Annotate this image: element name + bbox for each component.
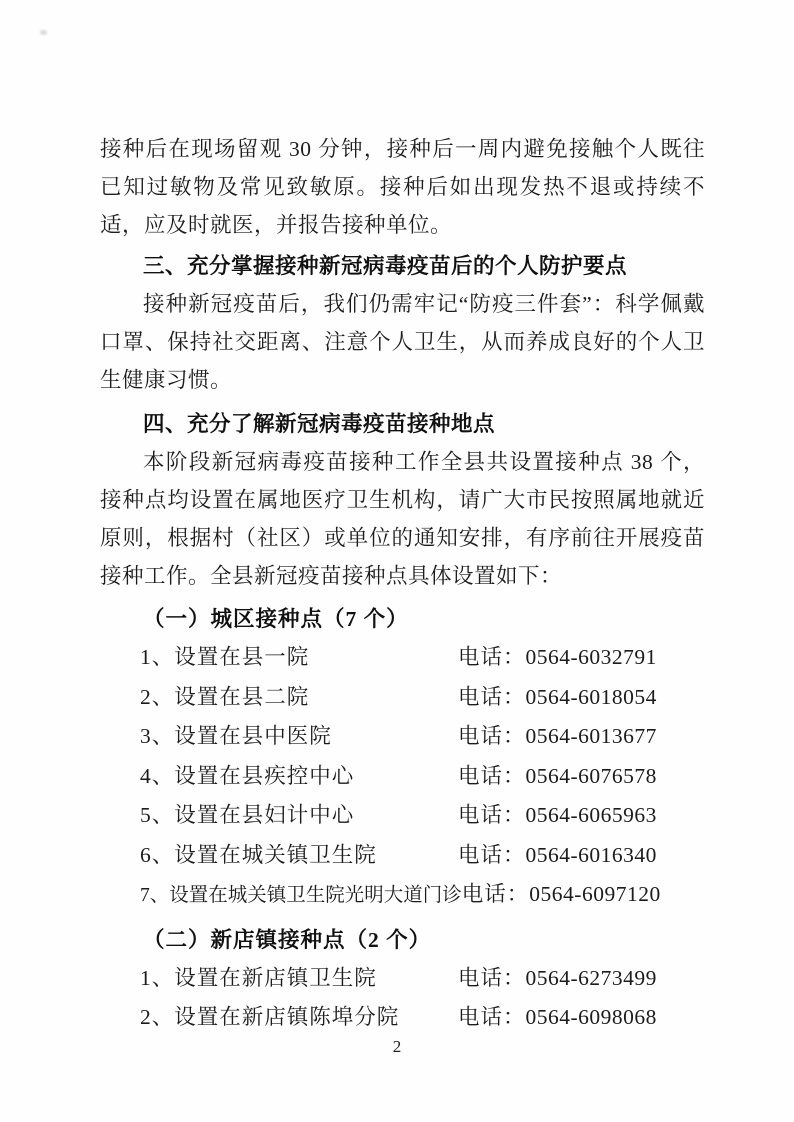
vaccination-point-row bbox=[100, 717, 705, 757]
page-number: 2 bbox=[392, 1037, 402, 1056]
phone-number: 0564-6016340 bbox=[525, 842, 657, 867]
vaccination-point-phone bbox=[462, 875, 661, 915]
subsection-title-xindian: （二）新店镇接种点（2 个） bbox=[143, 927, 432, 952]
vaccination-point-label: 5、设置在县妇计中心 bbox=[140, 803, 355, 827]
vaccination-point-row bbox=[100, 998, 705, 1038]
phone-number: 0564-6076578 bbox=[525, 763, 657, 788]
urban-vaccination-point-list bbox=[100, 638, 705, 916]
phone-number: 0564-6018054 bbox=[525, 684, 657, 709]
vaccination-point-row bbox=[100, 678, 705, 718]
vaccination-point-row bbox=[100, 796, 705, 836]
vaccination-point-label: 4、设置在县疾控中心 bbox=[140, 763, 355, 788]
vaccination-point-label: 1、设置在县一院 bbox=[140, 645, 310, 669]
phone-number: 0564-6013677 bbox=[525, 724, 657, 748]
vaccination-point-row bbox=[100, 836, 705, 876]
phone-label: 电话： bbox=[461, 882, 530, 906]
section-4-paragraph: 本阶段新冠病毒疫苗接种工作全县共设置接种点 38 个，接种点均设置在属地医疗卫生机构，请广大市民按照属地就近原则，根据村（社区）或单位的通知安排，有序前往开展疫苗接种工作。全县新冠疫苗接种点具体设置如下： bbox=[100, 450, 705, 588]
vaccination-point-phone bbox=[458, 836, 657, 876]
phone-label: 电话： bbox=[458, 645, 526, 669]
vaccination-point-row bbox=[100, 875, 705, 916]
document-content bbox=[100, 130, 705, 1038]
vaccination-point-phone bbox=[458, 998, 657, 1038]
phone-number: 0564-6273499 bbox=[525, 965, 657, 990]
phone-label: 电话： bbox=[458, 1005, 526, 1029]
phone-label: 电话： bbox=[458, 842, 526, 867]
vaccination-point-label: 6、设置在城关镇卫生院 bbox=[140, 842, 377, 867]
vaccination-point-label: 2、设置在县二院 bbox=[140, 684, 310, 709]
vaccination-point-row bbox=[100, 638, 705, 678]
vaccination-point-row bbox=[100, 959, 705, 999]
section-4-heading: 四、充分了解新冠病毒疫苗接种地点 bbox=[143, 412, 496, 436]
vaccination-point-label: 7、设置在城关镇卫生院光明大道门诊 bbox=[140, 885, 462, 906]
section-3-heading: 三、充分掌握接种新冠病毒疫苗后的个人防护要点 bbox=[143, 254, 628, 278]
vaccination-point-phone bbox=[458, 757, 657, 797]
continuation-paragraph: 接种后在现场留观 30 分钟，接种后一周内避免接触个人既往已知过敏物及常见致敏原。接种后如出现发热不退或持续不适，应及时就医，并报告接种单位。 bbox=[100, 137, 705, 237]
subsection-title-urban: （一）城区接种点（7 个） bbox=[143, 607, 409, 631]
phone-label: 电话： bbox=[458, 684, 526, 709]
vaccination-point-row bbox=[100, 757, 705, 797]
vaccination-point-phone bbox=[458, 796, 657, 836]
xindian-vaccination-point-list bbox=[100, 959, 705, 1038]
phone-number: 0564-6098068 bbox=[525, 1005, 657, 1029]
vaccination-point-label: 3、设置在县中医院 bbox=[140, 724, 332, 748]
phone-number: 0564-6097120 bbox=[529, 882, 661, 906]
vaccination-point-phone bbox=[458, 717, 657, 757]
vaccination-point-phone bbox=[458, 638, 657, 678]
vaccination-point-phone bbox=[458, 959, 657, 999]
phone-label: 电话： bbox=[458, 803, 526, 827]
phone-label: 电话： bbox=[458, 763, 526, 788]
phone-label: 电话： bbox=[458, 724, 526, 748]
vaccination-point-phone bbox=[458, 678, 657, 718]
phone-label: 电话： bbox=[458, 965, 526, 990]
section-3-paragraph: 接种新冠疫苗后，我们仍需牢记“防疫三件套”：科学佩戴口罩、保持社交距离、注意个人卫生，从而养成良好的个人卫生健康习惯。 bbox=[100, 292, 705, 392]
phone-number: 0564-6065963 bbox=[525, 803, 657, 827]
vaccination-point-label: 1、设置在新店镇卫生院 bbox=[140, 965, 377, 990]
scan-artifact bbox=[40, 30, 47, 35]
phone-number: 0564-6032791 bbox=[525, 645, 657, 669]
vaccination-point-label: 2、设置在新店镇陈埠分院 bbox=[140, 1005, 400, 1029]
